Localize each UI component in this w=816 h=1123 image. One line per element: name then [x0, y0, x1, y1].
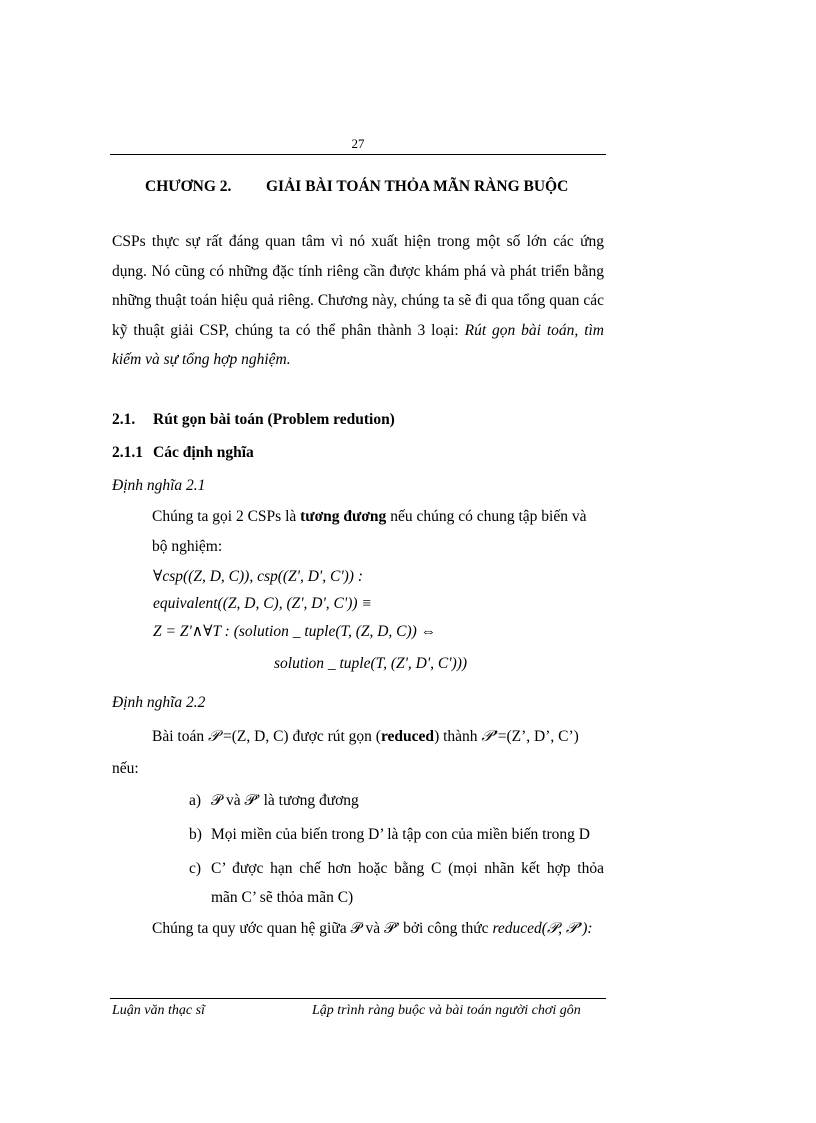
chapter-title: GIẢI BÀI TOÁN THỎA MÃN RÀNG BUỘC: [266, 178, 569, 195]
page-number: 27: [351, 136, 365, 151]
definition-2-1-text: [152, 508, 604, 526]
section-2-1-1-title: Các định nghĩa: [153, 444, 254, 461]
list-item-c-text: C’ được hạn chế hơn hoặc bằng C (mọi nhãn kết hợp thỏa: [211, 860, 604, 877]
footer-rule: [110, 998, 606, 999]
definition-2-2-text: [152, 728, 604, 746]
definition-2-1-label: Định nghĩa 2.1: [112, 477, 206, 494]
intro-italic: Rút gọn bài toán, tìm kiếm và sự tổng hợp nghiệm.: [112, 321, 604, 368]
def2-bold-term: reduced: [380, 728, 435, 745]
list-item-a-text: 𝒫 và 𝒫’ là tương đương: [211, 792, 359, 809]
list-item-b-text: Mọi miền của biến trong D’ là tập con của miền biến trong D: [211, 826, 590, 843]
def2-symbol-pp: 𝒫’: [481, 728, 498, 745]
def2-text-a: Bài toán: [152, 728, 208, 745]
def2-text-b: =(Z, D, C) được rút gọn (: [219, 728, 381, 745]
def1-bold-term: tương đương: [300, 508, 387, 525]
closing-italic-formula: reduced(𝒫, 𝒫’):: [492, 920, 593, 937]
list-item-a-marker: a): [189, 792, 202, 809]
footer-left: Luận văn thạc sĩ: [112, 1003, 205, 1018]
definition-2-2-line2: nếu:: [112, 760, 139, 777]
chapter-number: CHƯƠNG 2.: [145, 178, 232, 195]
intro-text: CSPs thực sự rất đáng quan tâm vì nó xuất hiện trong một số lớn các ứng dụng. Nó cũng có những đặc tính riêng cần được khám phá và phát triển bằng những thuật toán hiệu quả riêng. Chương này, chúng ta sẽ đi qua tổng quan các kỹ thuật giải CSP, chúng ta có thể phân thành 3 loại:: [112, 233, 604, 339]
header-rule: [110, 154, 606, 155]
formula-line-1: ∀csp((Z, D, C)), csp((Z', D', C')) :: [153, 568, 364, 585]
list-item-c-text2: mãn C’ sẽ thỏa mãn C): [211, 889, 354, 906]
def2-text-c: ) thành: [434, 728, 482, 745]
section-2-1-number: 2.1.: [112, 411, 136, 428]
def1-text-after: nếu chúng có chung tập biến và: [386, 508, 587, 525]
definition-2-2-label: Định nghĩa 2.2: [112, 694, 206, 711]
formula-line-3: Z = Z'∧∀T : (solution _ tuple(T, (Z, D, C)) ⇔: [153, 623, 437, 640]
formula-line-2: equivalent((Z, D, C), (Z', D', C')) ≡: [153, 595, 372, 612]
formula-line-4: solution _ tuple(T, (Z', D', C'))): [274, 655, 468, 672]
list-item-c-marker: c): [189, 860, 202, 877]
definition-2-1-line2: bộ nghiệm:: [152, 538, 223, 555]
closing-text: Chúng ta quy ước quan hệ giữa 𝒫 và 𝒫’ bởi công thức: [152, 920, 493, 937]
def2-symbol-p: 𝒫: [207, 728, 220, 745]
section-2-1-1-number: 2.1.1: [112, 444, 143, 461]
intro-paragraph: [112, 227, 604, 375]
section-2-1-title: Rút gọn bài toán (Problem redution): [153, 411, 395, 428]
def1-text-before: Chúng ta gọi 2 CSPs là: [152, 508, 301, 525]
list-item-b-marker: b): [189, 826, 202, 843]
footer-right: Lập trình ràng buộc và bài toán người chơi gôn: [312, 1003, 581, 1018]
closing-line: [152, 920, 593, 938]
def2-text-d: =(Z’, D’, C’): [497, 728, 579, 745]
